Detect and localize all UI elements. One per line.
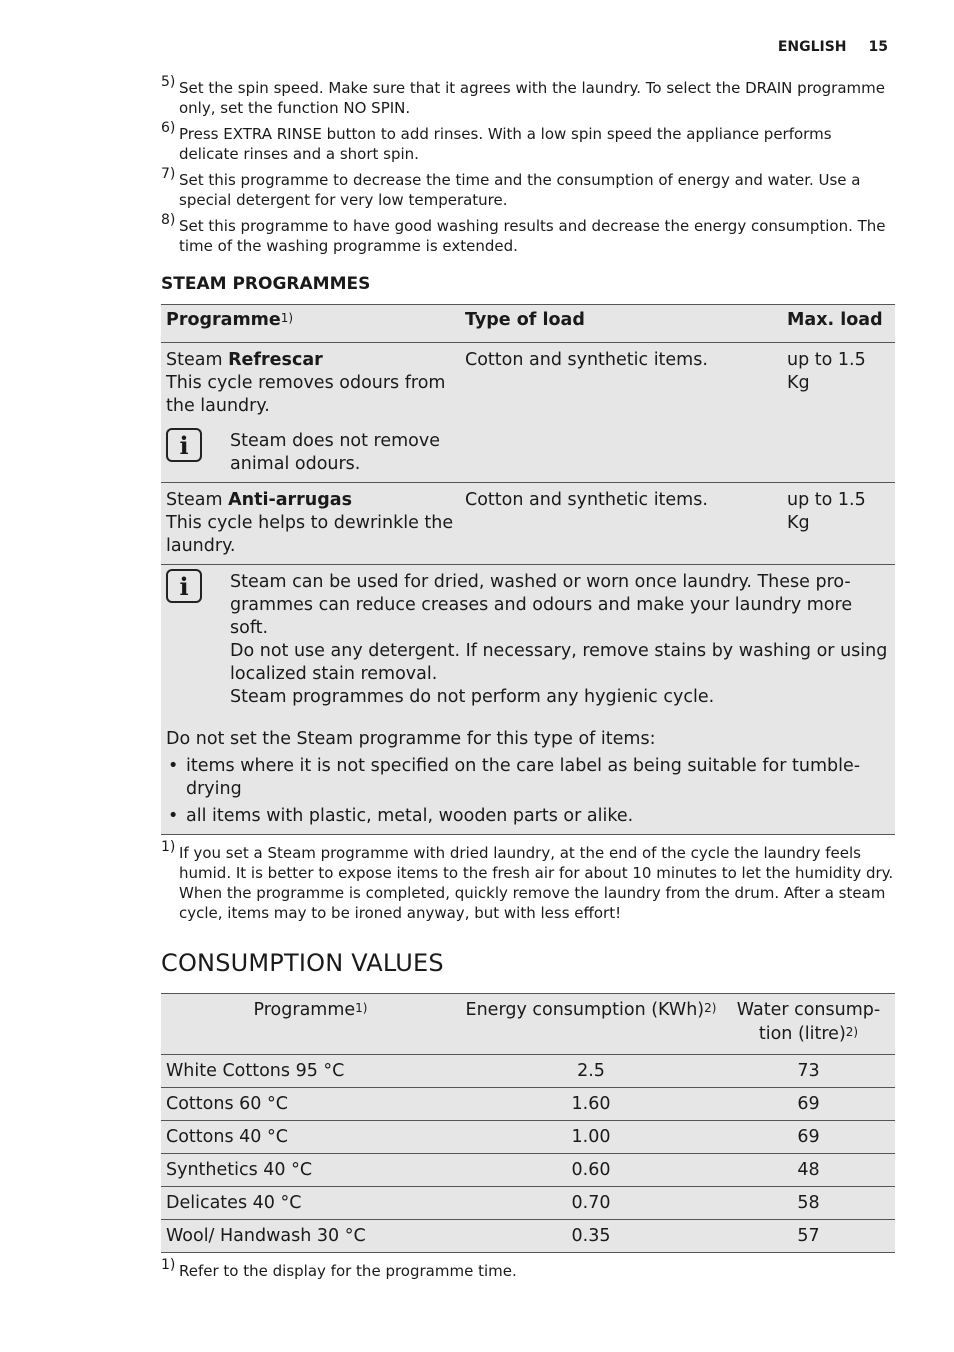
header-language: ENGLISH: [777, 39, 847, 55]
column-header-programme: Programme$^{1)}$: [161, 994, 460, 1055]
programme-name: Anti-arrugas: [228, 490, 352, 510]
max-load-cell: up to 1.5 Kg: [782, 343, 895, 483]
page-number: 15: [868, 39, 888, 55]
column-header-water: Water consump-tion (litre)$^{2)}$: [722, 994, 895, 1055]
steam-programmes-table: [161, 304, 895, 835]
energy-cell: 1.00: [460, 1121, 722, 1154]
footnote-marker: 5): [161, 74, 176, 90]
footnote-marker: 7): [161, 166, 176, 182]
water-cell: 58: [722, 1187, 895, 1220]
programme-prefix: Steam: [166, 490, 229, 510]
programme-description: This cycle helps to dewrinkle the laundry.: [166, 513, 454, 556]
footnote-text: If you set a Steam programme with dried laundry, at the end of the cycle the laundry feels humid. It is better to expose items to the fresh air for about 10 minutes to let the humidity dry. When the programme is completed, quickly remove the laundry from the drum. After a steam cycle, items may to be ironed anyway, but with less effort!: [179, 844, 894, 922]
footnote-marker: 6): [161, 120, 176, 136]
programme-cell: Cottons 40 °C: [161, 1121, 460, 1154]
energy-cell: 0.60: [460, 1154, 722, 1187]
consumption-section-title: CONSUMPTION VALUES: [161, 949, 444, 977]
warning-intro: Do not set the Steam programme for this type of items:: [166, 729, 656, 749]
table-header-row: [161, 994, 895, 1055]
info-icon: i: [166, 428, 202, 462]
table-row: [161, 1055, 895, 1088]
consumption-table: [161, 993, 895, 1253]
table-row: [161, 1154, 895, 1187]
footnote-text: Set the spin speed. Make sure that it agrees with the laundry. To select the DRAIN programme only, set the function NO SPIN.: [179, 79, 885, 117]
programme-description: This cycle removes odours from the laundry.: [166, 373, 446, 416]
footnote-text: Refer to the display for the programme time.: [179, 1262, 517, 1280]
water-cell: 69: [722, 1088, 895, 1121]
table-row: [161, 1121, 895, 1154]
programme-prefix: Steam: [166, 350, 229, 370]
footnote-marker: 1): [161, 1257, 176, 1273]
footnote-text: Set this programme to decrease the time and the consumption of energy and water. Use a special detergent for very low temperature.: [179, 171, 861, 209]
programme-cell: Cottons 60 °C: [161, 1088, 460, 1121]
info-note: [166, 430, 455, 476]
table-row: [161, 343, 895, 483]
programme-cell: Wool/ Handwash 30 °C: [161, 1220, 460, 1253]
table-row: [161, 1088, 895, 1121]
column-header-max-load: Max. load: [782, 305, 895, 343]
list-item: • items where it is not specified on the care label as being suitable for tumble-drying: [166, 755, 890, 801]
water-cell: 48: [722, 1154, 895, 1187]
energy-cell: 1.60: [460, 1088, 722, 1121]
programme-name: Refrescar: [228, 350, 323, 370]
programme-cell: Delicates 40 °C: [161, 1187, 460, 1220]
info-note-body: [230, 571, 890, 709]
footnote-ref: 2): [704, 1001, 717, 1015]
energy-cell: 0.70: [460, 1187, 722, 1220]
table-header-row: [161, 305, 895, 343]
steam-section-title: STEAM PROGRAMMES: [161, 274, 371, 294]
footnotes-top: [161, 74, 895, 256]
table-row: [161, 483, 895, 565]
steam-footnote: [161, 839, 895, 923]
column-header-type-of-load: Type of load: [460, 305, 782, 343]
column-header-energy: Energy consumption (KWh)$^{2)}$: [460, 994, 722, 1055]
info-line: Steam can be used for dried, washed or worn once laundry. These pro-grammes can reduce creases and odours and make your laundry more soft.: [230, 572, 853, 638]
info-icon: i: [166, 569, 202, 603]
water-cell: 69: [722, 1121, 895, 1154]
programme-cell: [161, 483, 460, 565]
programme-cell: [161, 343, 460, 483]
footnote-7: [161, 166, 895, 210]
water-cell: 57: [722, 1220, 895, 1253]
footnote-ref: 2): [845, 1025, 859, 1039]
column-header-programme: Programme$^{1)}$: [161, 305, 460, 343]
footnote-8: [161, 212, 895, 256]
water-cell: 73: [722, 1055, 895, 1088]
footnote-marker: 1): [161, 839, 176, 855]
table-row: [161, 1187, 895, 1220]
type-of-load-cell: Cotton and synthetic items.: [460, 343, 782, 483]
page-header: [0, 39, 888, 55]
steam-info-cell: [161, 565, 895, 835]
steam-info-row: [161, 565, 895, 835]
footnote-marker: 8): [161, 212, 176, 228]
energy-cell: 2.5: [460, 1055, 722, 1088]
footnote-text: Press EXTRA RINSE button to add rinses. With a low spin speed the appliance performs delicate rinses and a short spin.: [179, 125, 832, 163]
type-of-load-cell: Cotton and synthetic items.: [460, 483, 782, 565]
max-load-cell: up to 1.5 Kg: [782, 483, 895, 565]
programme-cell: Synthetics 40 °C: [161, 1154, 460, 1187]
info-line: Do not use any detergent. If necessary, remove stains by washing or using localized stain removal.: [230, 641, 888, 684]
consumption-footnote: [161, 1257, 895, 1281]
page-content: [161, 74, 895, 1287]
footnote-6: [161, 120, 895, 164]
list-item: • all items with plastic, metal, wooden parts or alike.: [166, 805, 890, 828]
footnote-ref: 1): [355, 1001, 368, 1015]
footnote-5: [161, 74, 895, 118]
info-note: [166, 571, 890, 709]
table-row: [161, 1220, 895, 1253]
programme-cell: White Cottons 95 °C: [161, 1055, 460, 1088]
info-note-text: Steam does not remove animal odours.: [230, 431, 441, 474]
info-line: Steam programmes do not perform any hygienic cycle.: [230, 687, 715, 707]
footnote-ref: 1): [280, 311, 294, 325]
energy-cell: 0.35: [460, 1220, 722, 1253]
footnote-text: Set this programme to have good washing results and decrease the energy consumption. The time of the washing programme is extended.: [179, 217, 886, 255]
